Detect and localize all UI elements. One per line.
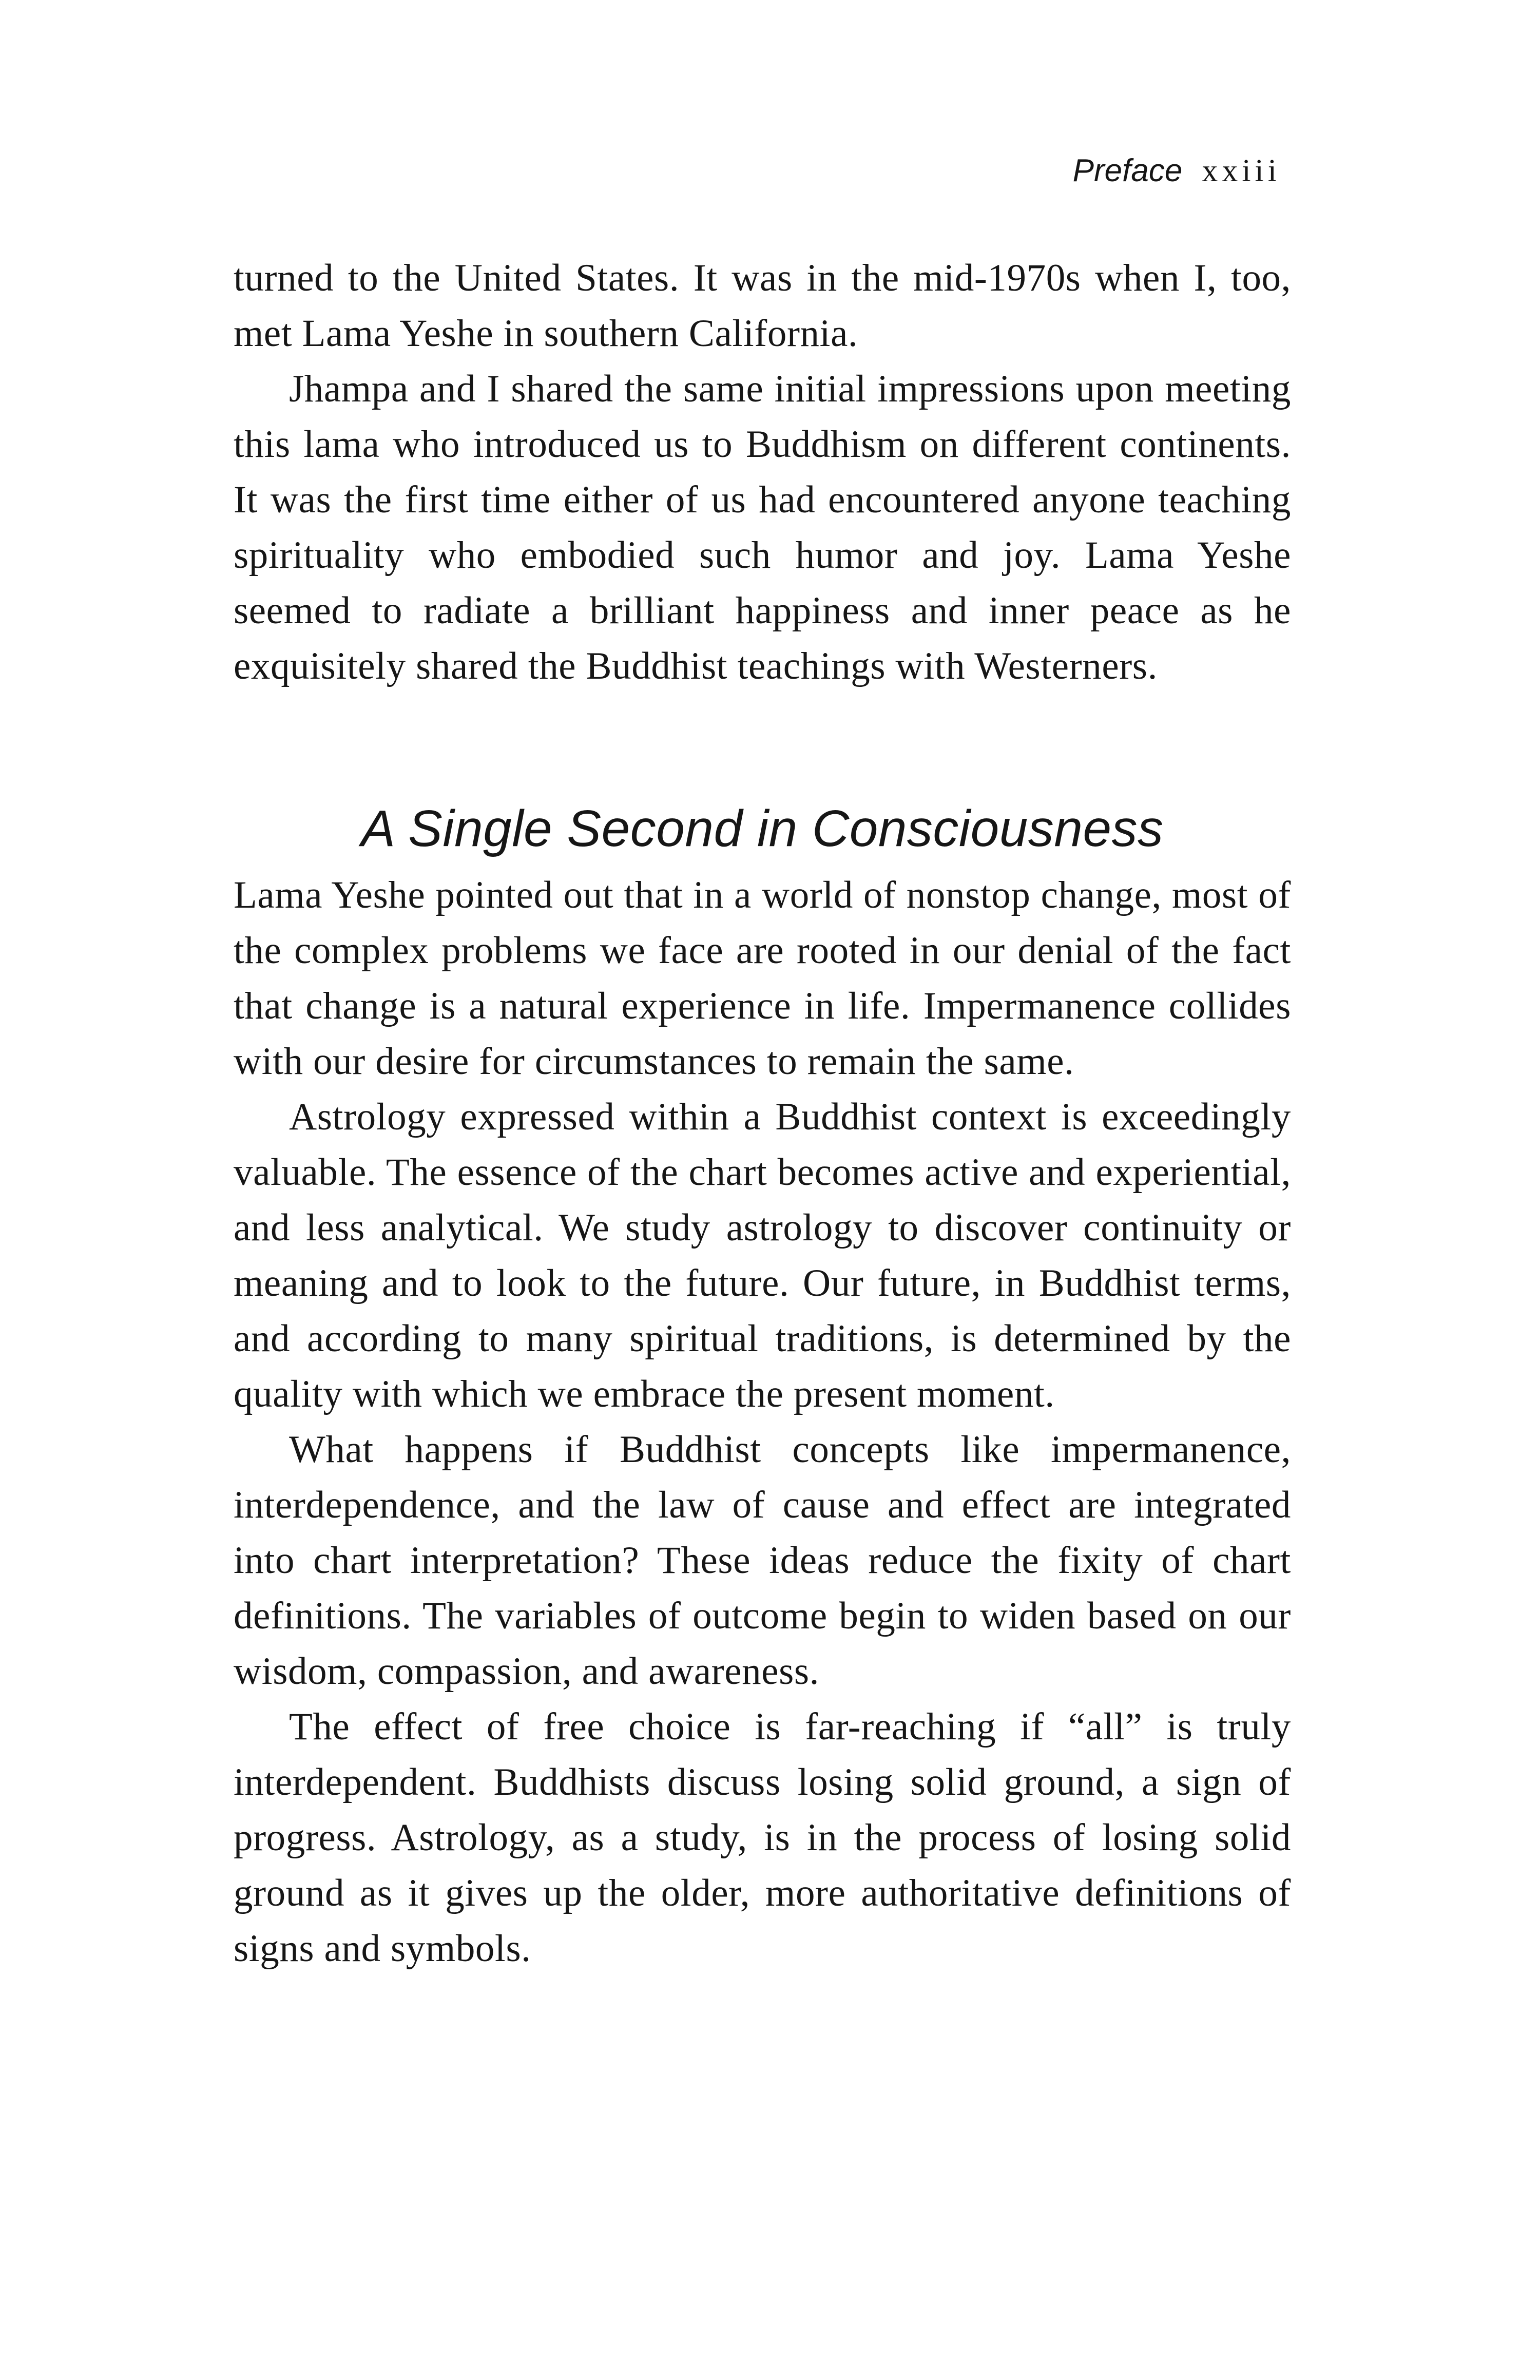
paragraph: What happens if Buddhist concepts like impermanence, interdependence, and the law of cause and effect are integrated into chart interpretation? These ideas reduce the fixity of chart definitions. The variables of outcome begin to widen based on our wisdom, compassion, and awareness. bbox=[234, 1428, 1291, 1693]
section-heading: A Single Second in Consciousness bbox=[361, 800, 1164, 857]
body-text bbox=[234, 251, 1291, 1976]
paragraph: Astrology expressed within a Buddhist context is exceedingly valuable. The essence of the chart becomes active and experiential, and less analytical. We study astrology to discover continuity or meaning and to look to the future. Our future, in Buddhist terms, and according to many spiritual traditions, is determined by the quality with which we embrace the present moment. bbox=[234, 1096, 1291, 1415]
running-head bbox=[1073, 154, 1281, 187]
page-number: xxiii bbox=[1202, 153, 1281, 188]
paragraph-continued: turned to the United States. It was in the mid-1970s when I, too, met Lama Yeshe in southern California. bbox=[234, 257, 1291, 355]
paragraph: Jhampa and I shared the same initial impressions upon meeting this lama who introduced us to Buddhism on different continents. It was the first time either of us had encountered anyone teaching spirituality who embodied such humor and joy. Lama Yeshe seemed to radiate a brilliant happiness and inner peace as he exquisitely shared the Buddhist teachings with Westerners. bbox=[234, 368, 1291, 687]
paragraph: Lama Yeshe pointed out that in a world of nonstop change, most of the complex problems we face are rooted in our denial of the fact that change is a natural experience in life. Impermanence collides with our desire for circumstances to remain the same. bbox=[234, 874, 1291, 1083]
paragraph: The effect of free choice is far-reaching if “all” is truly interdependent. Buddhists discuss losing solid ground, a sign of progress. Astrology, as a study, is in the process of losing solid ground as it gives up the older, more authoritative definitions of signs and symbols. bbox=[234, 1705, 1291, 1970]
running-head-title: Preface bbox=[1072, 153, 1183, 188]
